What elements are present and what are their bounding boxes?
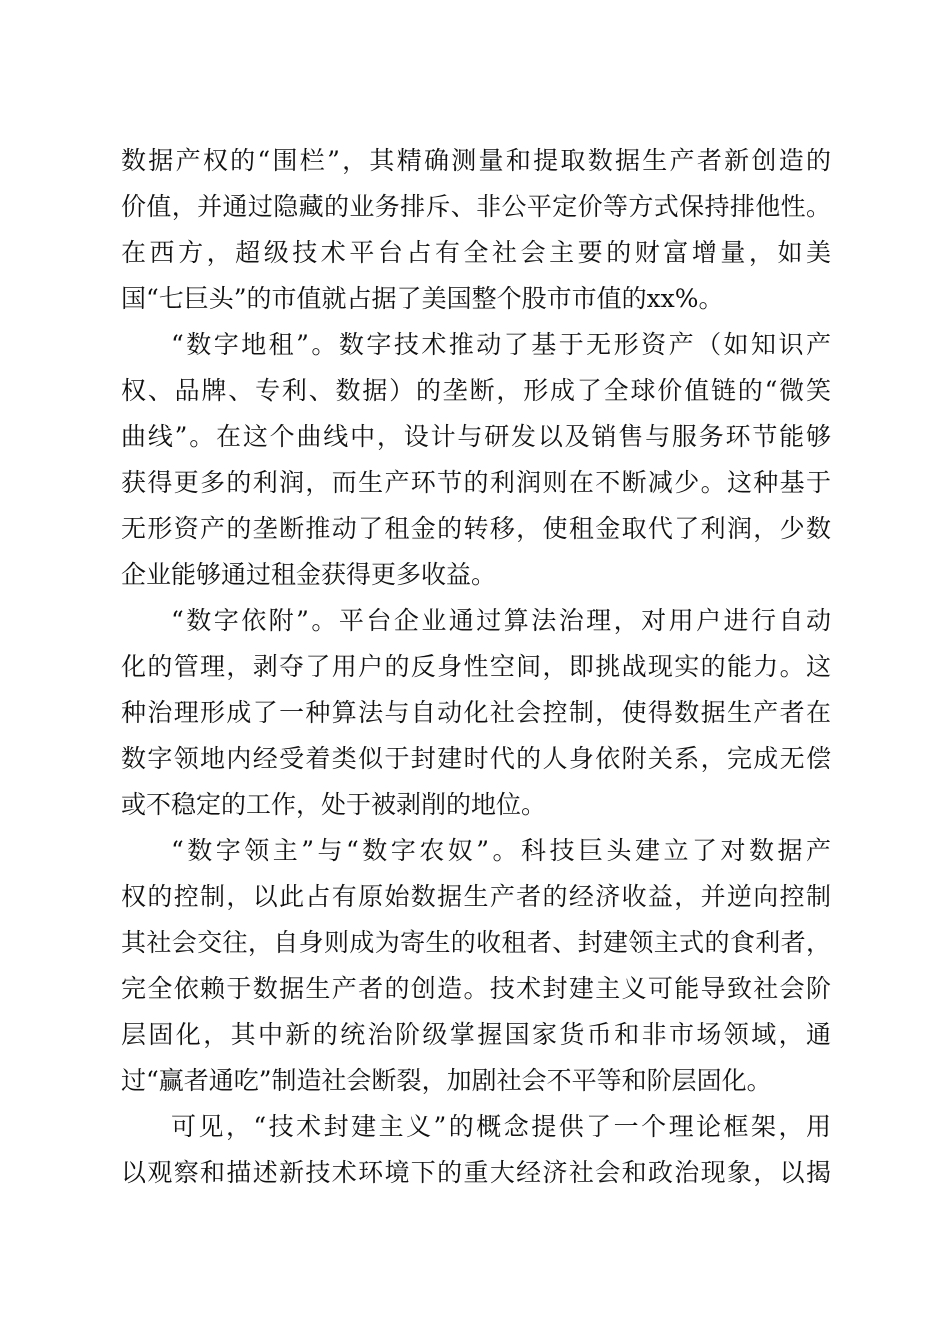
paragraph-3-line-5: 或不稳定的工作，处于被剥削的地位。 (121, 790, 547, 819)
paragraph-4-line-3: 其社会交往，自身则成为寄生的收租者、封建领主式的食利者， (121, 928, 831, 957)
paragraph-5-line-1: 可见，“技术封建主义”的概念提供了一个理论框架，用 (171, 1112, 831, 1141)
paragraph-1-line-2: 价值，并通过隐藏的业务排斥、非公平定价等方式保持排他性。 (121, 192, 831, 221)
paragraph-1-line-3: 在西方，超级技术平台占有全社会主要的财富增量，如美 (121, 238, 831, 267)
paragraph-2-line-6: 企业能够通过租金获得更多收益。 (121, 560, 497, 589)
paragraph-3-line-4: 数字领地内经受着类似于封建时代的人身依附关系，完成无偿 (121, 744, 831, 773)
paragraph-2-line-1: “数字地租”。数字技术推动了基于无形资产（如知识产 (171, 330, 831, 359)
paragraph-2-line-3: 曲线”。在这个曲线中，设计与研发以及销售与服务环节能够 (121, 422, 831, 451)
paragraph-1-line-4: 国“七巨头”的市值就占据了美国整个股市市值的xx%。 (121, 284, 724, 313)
paragraph-2-line-5: 无形资产的垄断推动了租金的转移，使租金取代了利润，少数 (121, 514, 831, 543)
paragraph-4-line-6: 过“赢者通吃”制造社会断裂，加剧社会不平等和阶层固化。 (121, 1066, 772, 1095)
paragraph-2-line-4: 获得更多的利润，而生产环节的利润则在不断减少。这种基于 (121, 468, 831, 497)
paragraph-4-line-4: 完全依赖于数据生产者的创造。技术封建主义可能导致社会阶 (121, 974, 831, 1003)
paragraph-5-line-2: 以观察和描述新技术环境下的重大经济社会和政治现象，以揭 (121, 1158, 831, 1187)
paragraph-2-line-2: 权、品牌、专利、数据）的垄断，形成了全球价值链的“微笑 (121, 376, 831, 405)
paragraph-3-line-2: 化的管理，剥夺了用户的反身性空间，即挑战现实的能力。这 (121, 652, 831, 681)
paragraph-3-line-3: 种治理形成了一种算法与自动化社会控制，使得数据生产者在 (121, 698, 831, 727)
paragraph-4-line-5: 层固化，其中新的统治阶级掌握国家货币和非市场领域，通 (121, 1020, 831, 1049)
paragraph-3-line-1: “数字依附”。平台企业通过算法治理，对用户进行自动 (171, 606, 831, 635)
paragraph-4-line-1: “数字领主”与“数字农奴”。科技巨头建立了对数据产 (171, 836, 831, 865)
paragraph-1-line-1: 数据产权的“围栏”，其精确测量和提取数据生产者新创造的 (121, 146, 831, 175)
paragraph-4-line-2: 权的控制，以此占有原始数据生产者的经济收益，并逆向控制 (121, 882, 831, 911)
